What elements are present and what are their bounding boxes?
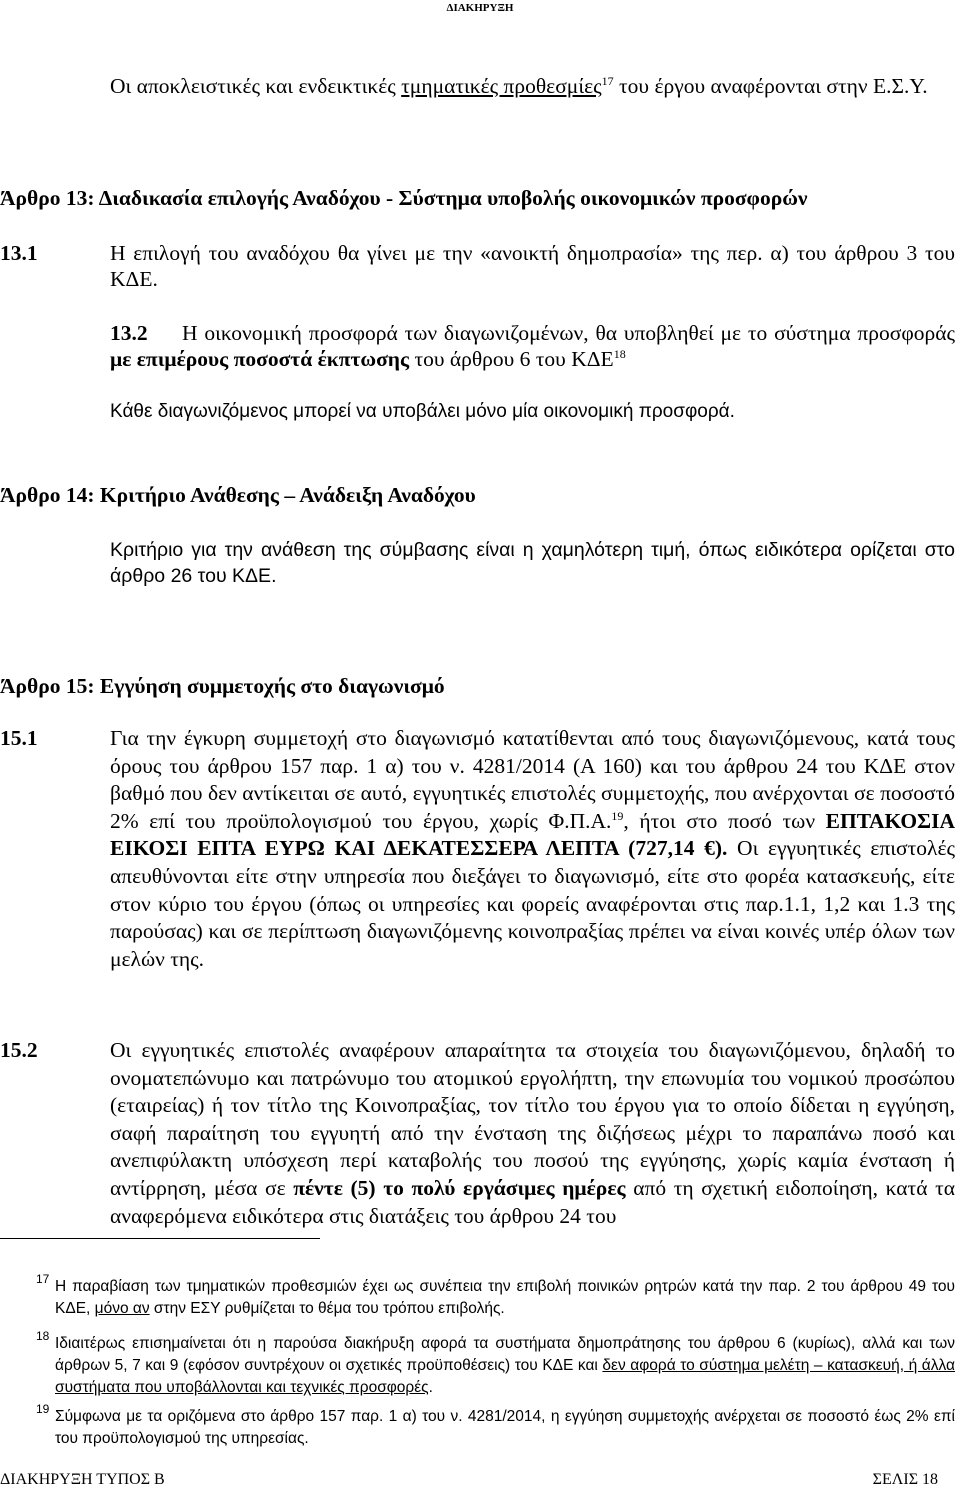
footnote-18-text-a: Ιδιαιτέρως επισημαίνεται ότι η παρούσα διακήρυξη αφορά τα συστήματα δημοπράτησης του άρθρου 6 (κυρίως), αλλά και των άρθρων 5, 7 και 9 (εφόσον συντρέχουν οι σχετικές προϋποθέσεις) του ΚΔΕ και [55, 1335, 955, 1374]
footnote-17-text-b: στην ΕΣΥ ρυθμίζεται το θέμα του τρόπου επιβολής. [149, 1300, 505, 1317]
article-13-heading: Άρθρο 13: Διαδικασία επιλογής Αναδόχου - Σύστημα υποβολής οικονομικών προσφορών [0, 186, 808, 210]
footnote-19-text [55, 1406, 955, 1450]
article-14-text: Κριτήριο για την ανάθεση της σύμβασης είναι η χαμηλότερη τιμή, όπως ειδικότερα ορίζεται στο άρθρο 26 του ΚΔΕ. [110, 539, 955, 587]
article-15-1-bold-amount: ΕΠΤΑΚΟΣΙΑ ΕΙΚΟΣΙ ΕΠΤΑ ΕΥΡΩ ΚΑΙ ΔΕΚΑΤΕΣΣΕΡΑ ΛΕΠΤΑ (727,14 €). [110, 808, 955, 861]
article-15-1-text-b: , ήτοι στο ποσό των [623, 808, 826, 833]
page-header-title: ΔΙΑΚΗΡΥΞΗ [446, 2, 514, 14]
footnote-ref-18: 18 [613, 346, 626, 361]
article-13-2-text [110, 320, 955, 372]
footnote-17-text-a: Η παραβίαση των τμηματικών προθεσμιών έχει ως συνέπεια την επιβολή ποινικών ρητρών κατά την παρ. 2 του άρθρου 49 του ΚΔΕ, [55, 1278, 955, 1317]
article-13-3-text: Κάθε διαγωνιζόμενος μπορεί να υποβάλει μόνο μία οικονομική προσφορά. [110, 401, 735, 422]
article-13-1-text: Η επιλογή του αναδόχου θα γίνει με την «ανοικτή δημοπρασία» της περ. α) του άρθρου 3 του ΚΔΕ. [110, 241, 955, 291]
article-15-1-number: 15.1 [0, 726, 38, 750]
footer-page-number: ΣΕΛΙΣ 18 [872, 1471, 938, 1488]
article-15-2-text-b: από τη σχετική ειδοποίηση, κατά τα αναφερόμενα ειδικότερα στις διατάξεις του άρθρου 24 του [110, 1175, 955, 1228]
article-13-1-number: 13.1 [0, 241, 38, 265]
footnote-19-text-a: Σύμφωνα με τα οριζόμενα στο άρθρο 157 παρ. 1 α) του ν. 4281/2014, η εγγύηση συμμετοχής ανέρχεται σε ποσοστό έως 2% επί του προϋπολογισμού της υπηρεσίας. [55, 1408, 955, 1447]
footnote-separator [0, 1238, 320, 1239]
footer-left: ΔΙΑΚΗΡΥΞΗ ΤΥΠΟΣ Β [0, 1471, 165, 1488]
footnote-17-text [55, 1276, 955, 1320]
article-13-2-number: 13.2 [110, 321, 148, 345]
article-15-1-text-c: Οι εγγυητικές επιστολές απευθύνονται είτε στην υπηρεσία που διεξάγει το διαγωνισμό, είτε στο φορέα κατασκευής, είτε στον κύριο του έργου (όπως οι υπηρεσίες και φορείς αναφέρονται στις παρ.1.1, 1,2 και 1.3 της παρούσας) και σε περίπτωση διαγωνιζόμενης κοινοπραξίας πρέπει να είναι κοινές υπέρ όλων των μελών της. [110, 836, 955, 971]
article-15-heading: Άρθρο 15: Εγγύηση συμμετοχής στο διαγωνισμό [0, 674, 445, 698]
footnote-17-underlined: μόνο αν [94, 1300, 150, 1317]
footnote-17-number: 17 [36, 1272, 50, 1286]
footnote-18-text [55, 1333, 955, 1399]
footnote-18-underlined: δεν αφορά το σύστημα μελέτη – κατασκευή, ή άλλα συστήματα που υποβάλλονται και τεχνικές προσφορές [55, 1357, 955, 1396]
article-15-2-text-a: Οι εγγυητικές επιστολές αναφέρουν απαραίτητα τα στοιχεία του διαγωνιζόμενου, δηλαδή το ονοματεπώνυμο και πατρώνυμο του ατομικού εργολήπτη, την επωνυμία του νομικού προσώπου (εταιρείας) ή τον τίτλο της Κοινοπραξίας, τον τίτλο του έργου για το οποίο δίδεται η εγγύηση, σαφή παραίτηση του εγγυητή από την ένσταση της διζήσεως μέχρι το παραπάνω ποσό και ανεπιφύλακτη υπόσχεση περί καταβολής του ποσού της εγγύησης, χωρίς καμία ένσταση ή αντίρρηση, μέσα σε [110, 1038, 955, 1200]
article-15-2-number: 15.2 [0, 1038, 38, 1062]
footnote-18-number: 18 [36, 1329, 50, 1343]
article-13-2-bold: με επιμέρους ποσοστά έκπτωσης [110, 347, 410, 371]
intro-paragraph [110, 73, 955, 99]
article-15-1-text [110, 725, 955, 973]
intro-text-a: Οι αποκλειστικές και ενδεικτικές [110, 74, 402, 98]
article-14-heading: Άρθρο 14: Κριτήριο Ανάθεσης – Ανάδειξη Αναδόχου [0, 483, 476, 507]
footnote-ref-17: 17 [601, 73, 614, 88]
footnote-ref-19: 19 [611, 808, 624, 823]
article-15-2-text [110, 1037, 955, 1230]
article-15-2-bold: πέντε (5) το πολύ εργάσιμες ημέρες [293, 1175, 626, 1200]
article-15-1-text-a: Για την έγκυρη συμμετοχή στο διαγωνισμό κατατίθενται από τους διαγωνιζόμενους, κατά τους όρους του άρθρου 157 παρ. 1 α) του ν. 4281/2014 (Α 160) και του άρθρου 24 του ΚΔΕ στον βαθμό που δεν αντίκειται σε αυτό, εγγυητικές επιστολές συμμετοχής, που ανέρχονται σε ποσοστό 2% επί του προϋπολογισμού του έργου, χωρίς Φ.Π.Α. [110, 726, 955, 833]
intro-text-b: του έργου αναφέρονται στην Ε.Σ.Υ. [613, 74, 928, 98]
footnote-19-number: 19 [36, 1402, 50, 1416]
article-13-2-text-a: Η οικονομική προσφορά των διαγωνιζομένων, θα υποβληθεί με το σύστημα προσφοράς [182, 321, 955, 345]
footnote-18-text-b: . [428, 1379, 433, 1396]
intro-underlined: τμηματικές προθεσμίες [401, 74, 602, 98]
article-13-2-text-b: του άρθρου 6 του ΚΔΕ [409, 347, 614, 371]
